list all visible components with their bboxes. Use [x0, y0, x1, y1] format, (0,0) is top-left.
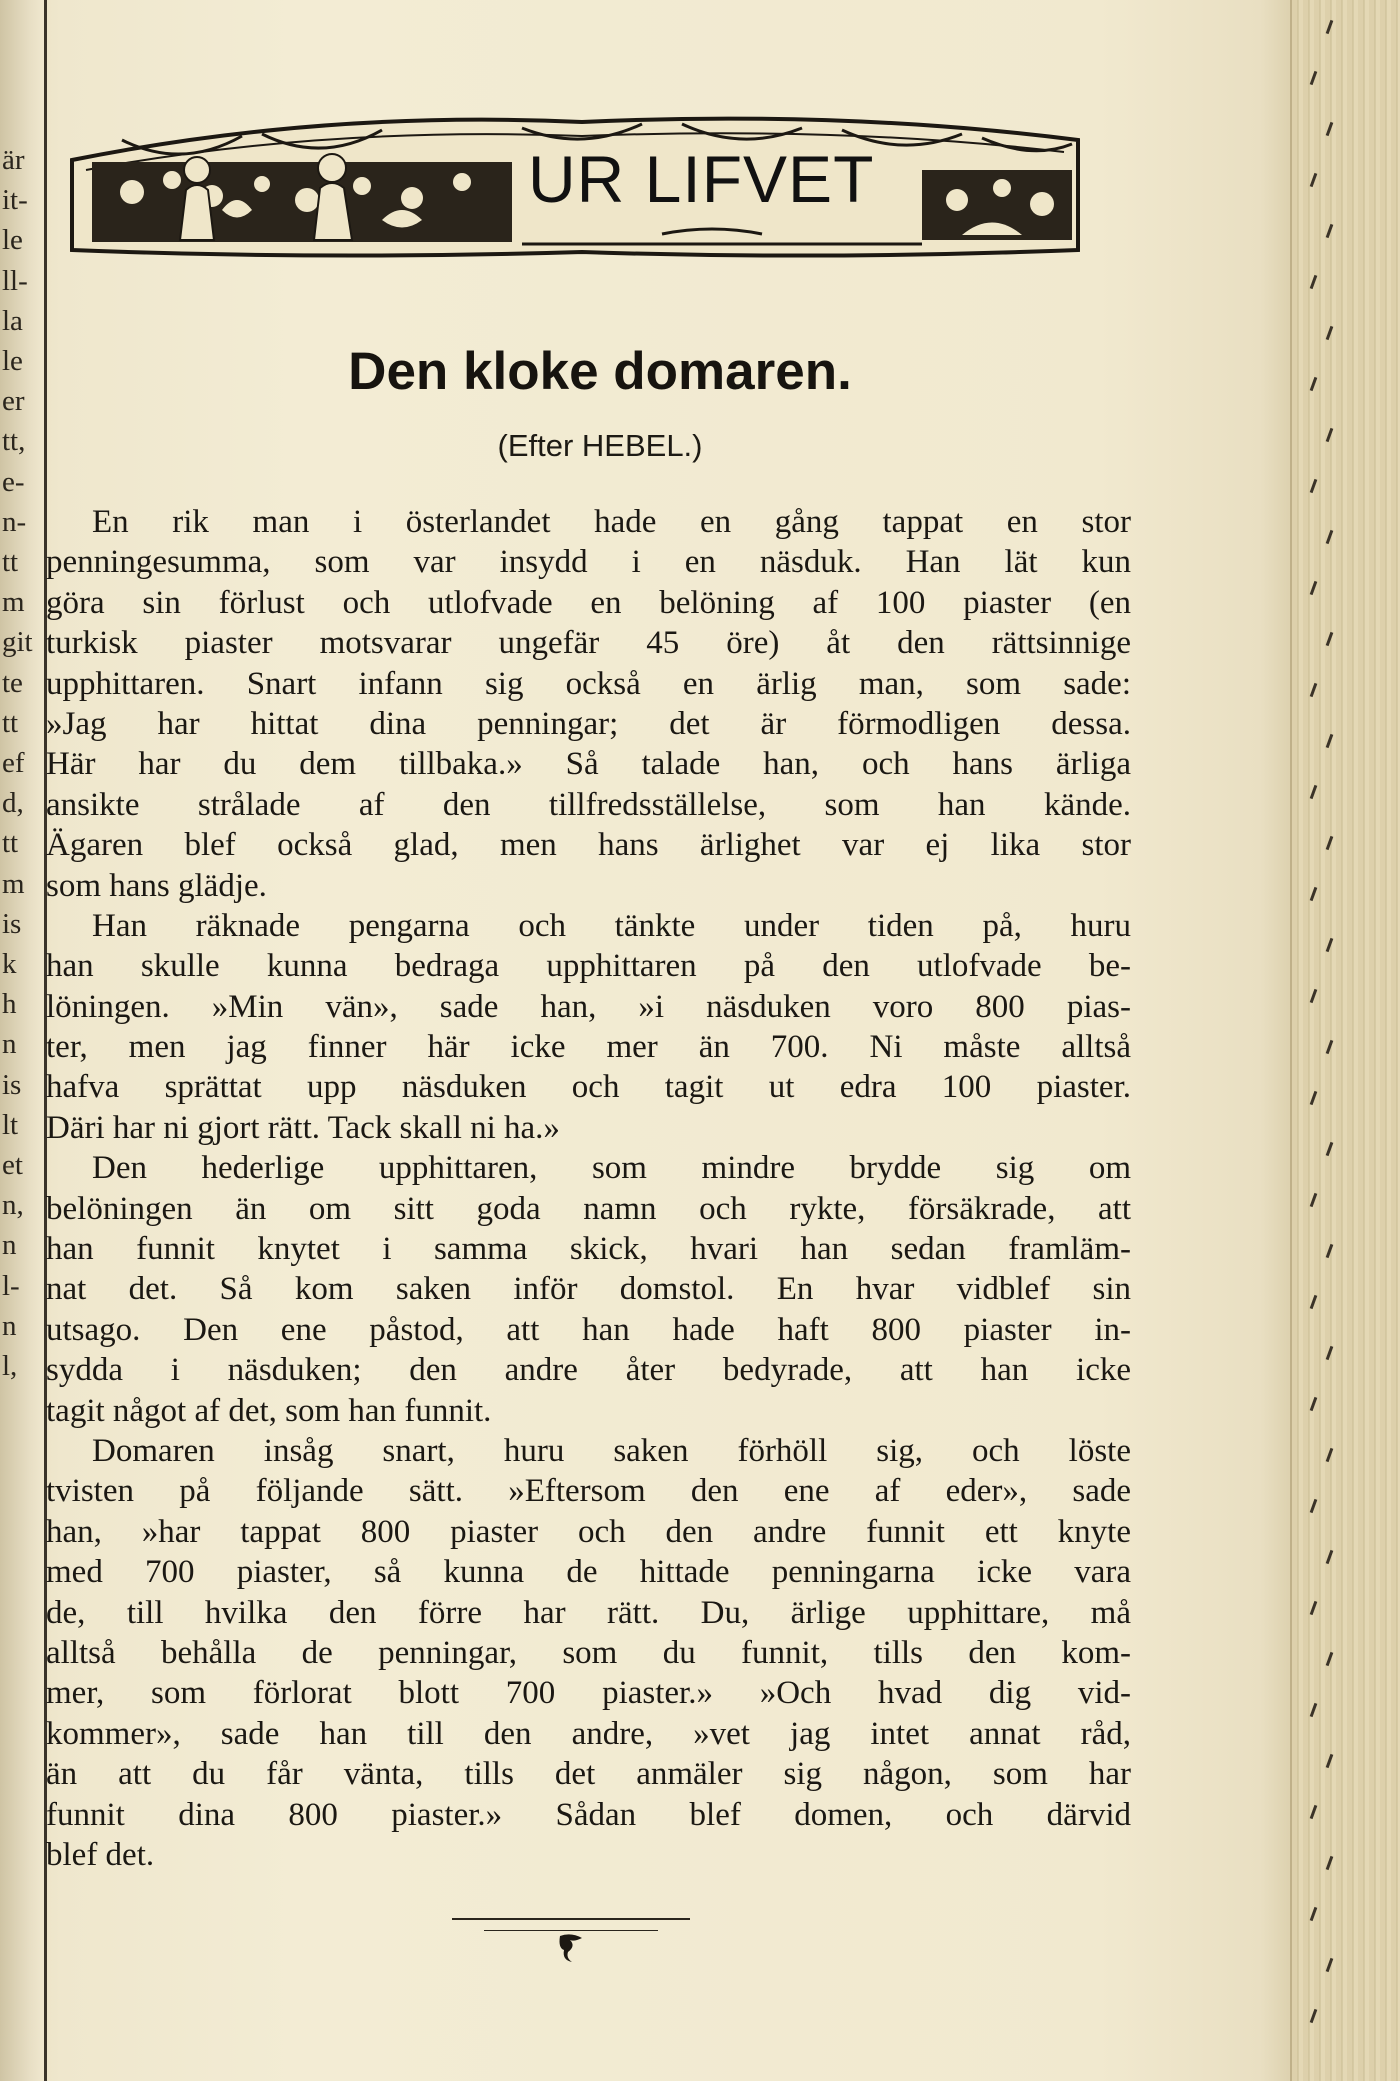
- margin-fragment: is: [2, 907, 22, 940]
- margin-fragments: [2, 140, 42, 1386]
- page-edge-mark: [1326, 1652, 1334, 1666]
- margin-fragment: te: [2, 666, 23, 699]
- article-title: Den kloke domaren.: [348, 342, 852, 401]
- text-line: ter, men jag finner här icke mer än 700. Ni måste alltså: [46, 1029, 1131, 1066]
- text-line: funnit dina 800 piaster.» Sådan blef domen, och därvid: [46, 1796, 1131, 1833]
- page-edge-mark: [1310, 479, 1318, 493]
- margin-fragment: e-: [2, 465, 25, 498]
- text-line: som hans glädje.: [46, 867, 267, 904]
- margin-fragment: l-: [2, 1269, 20, 1302]
- page-edge-mark: [1310, 1703, 1318, 1717]
- text-line: han funnit knytet i samma skick, hvari han sedan framläm-: [46, 1231, 1131, 1268]
- page-edge-mark: [1326, 1856, 1334, 1870]
- page-edge-mark: [1326, 1040, 1334, 1054]
- text-line: Här har du dem tillbaka.» Så talade han, och hans ärliga: [46, 746, 1131, 783]
- margin-fragment: le: [2, 345, 23, 378]
- text-line: Han räknade pengarna och tänkte under tiden på, huru: [92, 907, 1131, 944]
- section-title: UR LIFVET: [528, 142, 875, 216]
- header-banner: [62, 100, 1088, 268]
- margin-fragment: ef: [2, 747, 25, 780]
- text-line: löningen. »Min vän», sade han, »i näsduken voro 800 pias-: [46, 988, 1131, 1025]
- text-line: nat det. Så kom saken inför domstol. En hvar vidblef sin: [46, 1271, 1131, 1308]
- page-edge-mark: [1310, 377, 1318, 391]
- text-line: penningesumma, som var insydd i en näsduk. Han lät kun: [46, 544, 1131, 581]
- margin-fragment: tt: [2, 546, 19, 579]
- page-edge-mark: [1326, 1958, 1334, 1972]
- page-edge-mark: [1310, 275, 1318, 289]
- text-line: alltså behålla de penningar, som du funnit, tills den kom-: [46, 1634, 1131, 1671]
- page-edge-mark: [1310, 581, 1318, 595]
- margin-fragment: k: [2, 948, 17, 981]
- page-edge-mark: [1326, 530, 1334, 544]
- page-edge-mark: [1310, 1397, 1318, 1411]
- page-edge-mark: [1310, 1091, 1318, 1105]
- text-line: mer, som förlorat blott 700 piaster.» »Och hvad dig vid-: [46, 1675, 1131, 1712]
- page-edge-mark: [1310, 1193, 1318, 1207]
- page-edge-mark: [1310, 1907, 1318, 1921]
- end-divider-top: [452, 1918, 690, 1920]
- margin-fragment: tt: [2, 827, 19, 860]
- text-line: sydda i näsduken; den andre åter bedyrade, att han icke: [46, 1352, 1131, 1389]
- margin-fragment: it-: [2, 184, 28, 217]
- page-edge-mark: [1310, 1499, 1318, 1513]
- margin-fragment: l,: [2, 1350, 18, 1383]
- text-line: Domaren insåg snart, huru saken förhöll sig, och löste: [92, 1432, 1131, 1469]
- margin-fragment: h: [2, 988, 17, 1021]
- page-edge-mark: [1326, 20, 1334, 34]
- margin-fragment: et: [2, 1149, 23, 1182]
- text-line: tagit något af det, som han funnit.: [46, 1392, 492, 1429]
- text-line: utsago. Den ene påstod, att han hade haft 800 piaster in-: [46, 1311, 1131, 1348]
- page-gutter: [0, 0, 47, 2081]
- page-edge-mark: [1326, 1346, 1334, 1360]
- text-line: kommer», sade han till den andre, »vet jag intet annat råd,: [46, 1715, 1131, 1752]
- margin-fragment: n-: [2, 505, 27, 538]
- page-edge-mark: [1326, 224, 1334, 238]
- page-edge-mark: [1326, 734, 1334, 748]
- text-line: än att du får vänta, tills det anmäler sig någon, som har: [46, 1756, 1131, 1793]
- text-line: turkisk piaster motsvarar ungefär 45 öre) åt den rättsinnige: [46, 625, 1131, 662]
- page-edge-mark: [1326, 1142, 1334, 1156]
- page-edge: [1290, 0, 1400, 2081]
- text-line: han skulle kunna bedraga upphittaren på den utlofvade be-: [46, 948, 1131, 985]
- margin-fragment: er: [2, 385, 25, 418]
- text-line: med 700 piaster, så kunna de hittade penningarna icke vara: [46, 1554, 1131, 1591]
- page-edge-mark: [1310, 71, 1318, 85]
- article-subtitle: (Efter HEBEL.): [497, 428, 703, 463]
- margin-fragment: lt: [2, 1108, 19, 1141]
- margin-fragment: tt: [2, 706, 19, 739]
- page-edge-mark: [1326, 428, 1334, 442]
- page-edge-mark: [1310, 1295, 1318, 1309]
- text-line: tvisten på följande sätt. »Eftersom den ene af eder», sade: [46, 1473, 1131, 1510]
- text-line: belöningen än om sitt goda namn och rykte, försäkrade, att: [46, 1190, 1131, 1227]
- text-line: upphittaren. Snart infann sig också en ärlig man, som sade:: [46, 665, 1131, 702]
- text-line: En rik man i österlandet hade en gång tappat en stor: [92, 504, 1131, 540]
- text-line: göra sin förlust och utlofvade en belöning af 100 piaster (en: [46, 584, 1131, 621]
- page-edge-mark: [1326, 632, 1334, 646]
- margin-fragment: n: [2, 1028, 17, 1061]
- margin-fragment: n: [2, 1309, 17, 1342]
- page-edge-mark: [1326, 1448, 1334, 1462]
- page-edge-mark: [1310, 2009, 1318, 2023]
- text-line: Ägaren blef också glad, men hans ärlighet var ej lika stor: [46, 827, 1131, 864]
- page-edge-mark: [1326, 836, 1334, 850]
- page-edge-mark: [1310, 1601, 1318, 1615]
- page-edge-mark: [1326, 326, 1334, 340]
- page-edge-mark: [1326, 1754, 1334, 1768]
- fleuron-icon: [556, 1930, 586, 1964]
- text-line: ansikte strålade af den tillfredsställelse, som han kände.: [46, 786, 1131, 823]
- article-body: [46, 502, 1131, 1875]
- text-line: de, till hvilka den förre har rätt. Du, ärlige upphittare, må: [46, 1594, 1131, 1631]
- page-edge-mark: [1310, 785, 1318, 799]
- page-edge-mark: [1326, 938, 1334, 952]
- text-line: hafva sprättat upp näsduken och tagit ut edra 100 piaster.: [46, 1069, 1131, 1106]
- margin-fragment: n,: [2, 1189, 24, 1222]
- text-line: »Jag har hittat dina penningar; det är förmodligen dessa.: [46, 705, 1131, 742]
- margin-fragment: m: [2, 586, 25, 619]
- text-line: Den hederlige upphittaren, som mindre brydde sig om: [92, 1150, 1131, 1187]
- margin-fragment: git: [2, 626, 33, 659]
- text-line: Däri har ni gjort rätt. Tack skall ni ha.»: [46, 1109, 560, 1146]
- margin-fragment: n: [2, 1229, 17, 1262]
- page-edge-mark: [1310, 1805, 1318, 1819]
- margin-fragment: är: [2, 144, 25, 176]
- text-line: blef det.: [46, 1836, 155, 1873]
- margin-fragment: d,: [2, 787, 24, 820]
- page-edge-mark: [1326, 122, 1334, 136]
- margin-fragment: is: [2, 1068, 22, 1101]
- page-edge-mark: [1310, 173, 1318, 187]
- margin-fragment: tt,: [2, 425, 26, 458]
- margin-fragment: le: [2, 224, 23, 257]
- text-line: han, »har tappat 800 piaster och den andre funnit ett knyte: [46, 1513, 1131, 1550]
- page-edge-mark: [1326, 1550, 1334, 1564]
- margin-fragment: la: [2, 304, 23, 337]
- page-edge-mark: [1310, 887, 1318, 901]
- page-edge-mark: [1310, 989, 1318, 1003]
- page-edge-mark: [1310, 683, 1318, 697]
- margin-fragment: ll-: [2, 264, 28, 297]
- margin-fragment: m: [2, 867, 25, 900]
- page-edge-mark: [1326, 1244, 1334, 1258]
